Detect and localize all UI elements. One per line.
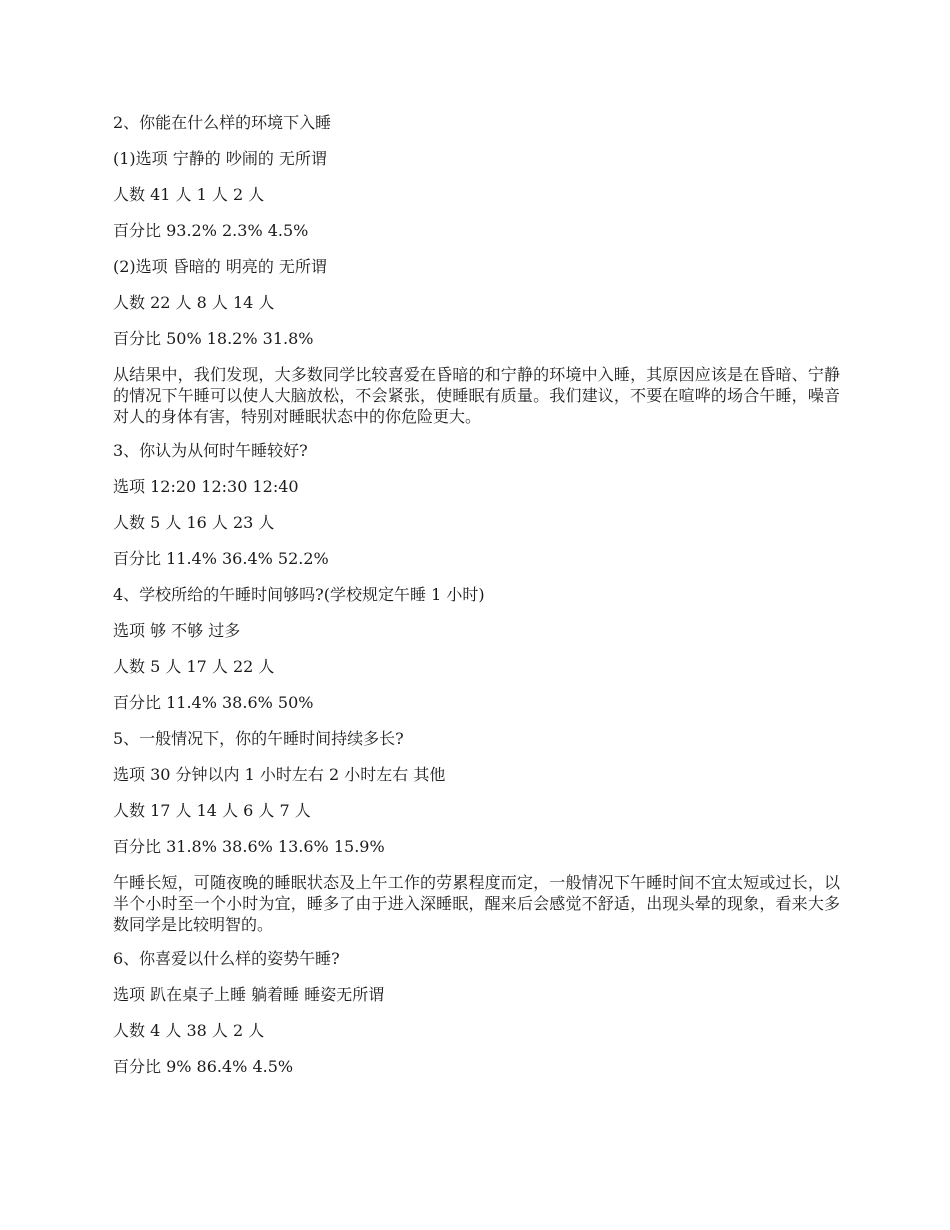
- question-2-part2-counts: 人数 22 人 8 人 14 人: [113, 293, 275, 312]
- question-5-percent: 百分比 31.8% 38.6% 13.6% 15.9%: [113, 837, 385, 856]
- question-2-title: 2、你能在什么样的环境下入睡: [113, 113, 332, 132]
- question-6-title: 6、你喜爱以什么样的姿势午睡?: [113, 949, 340, 968]
- question-3-percent: 百分比 11.4% 36.4% 52.2%: [113, 549, 329, 568]
- question-2-part2-percent: 百分比 50% 18.2% 31.8%: [113, 329, 314, 348]
- question-3-options: 选项 12:20 12:30 12:40: [113, 477, 299, 496]
- question-2-part1-options: (1)选项 宁静的 吵闹的 无所谓: [113, 149, 327, 168]
- question-6-counts: 人数 4 人 38 人 2 人: [113, 1021, 265, 1040]
- question-4-counts: 人数 5 人 17 人 22 人: [113, 657, 275, 676]
- question-2-conclusion: 从结果中，我们发现，大多数同学比较喜爱在昏暗的和宁静的环境中入睡，其原因应该是在昏暗、宁静的情况下午睡可以使人大脑放松，不会紧张，使睡眠有质量。我们建议，不要在喧哗的场合午睡，噪音对人的身体有害，特别对睡眠状态中的你危险更大。: [113, 365, 840, 426]
- question-3-title: 3、你认为从何时午睡较好?: [113, 441, 308, 460]
- question-5-conclusion: 午睡长短，可随夜晚的睡眠状态及上午工作的劳累程度而定，一般情况下午睡时间不宜太短或过长，以半个小时至一个小时为宜，睡多了由于进入深睡眠，醒来后会感觉不舒适，出现头晕的现象，看来大多数同学是比较明智的。: [113, 873, 840, 934]
- question-5-title: 5、一般情况下，你的午睡时间持续多长?: [113, 729, 404, 748]
- question-3-counts: 人数 5 人 16 人 23 人: [113, 513, 275, 532]
- question-6-percent: 百分比 9% 86.4% 4.5%: [113, 1057, 294, 1076]
- question-2-part1-counts: 人数 41 人 1 人 2 人: [113, 185, 265, 204]
- question-5-counts: 人数 17 人 14 人 6 人 7 人: [113, 801, 311, 820]
- document-page: [113, 112, 840, 1092]
- question-6-options: 选项 趴在桌子上睡 躺着睡 睡姿无所谓: [113, 985, 385, 1004]
- question-2-part1-percent: 百分比 93.2% 2.3% 4.5%: [113, 221, 309, 240]
- question-4-options: 选项 够 不够 过多: [113, 621, 241, 640]
- question-2-part2-options: (2)选项 昏暗的 明亮的 无所谓: [113, 257, 327, 276]
- question-4-title: 4、学校所给的午睡时间够吗?(学校规定午睡 1 小时): [113, 585, 485, 604]
- question-5-options: 选项 30 分钟以内 1 小时左右 2 小时左右 其他: [113, 765, 446, 784]
- question-4-percent: 百分比 11.4% 38.6% 50%: [113, 693, 314, 712]
